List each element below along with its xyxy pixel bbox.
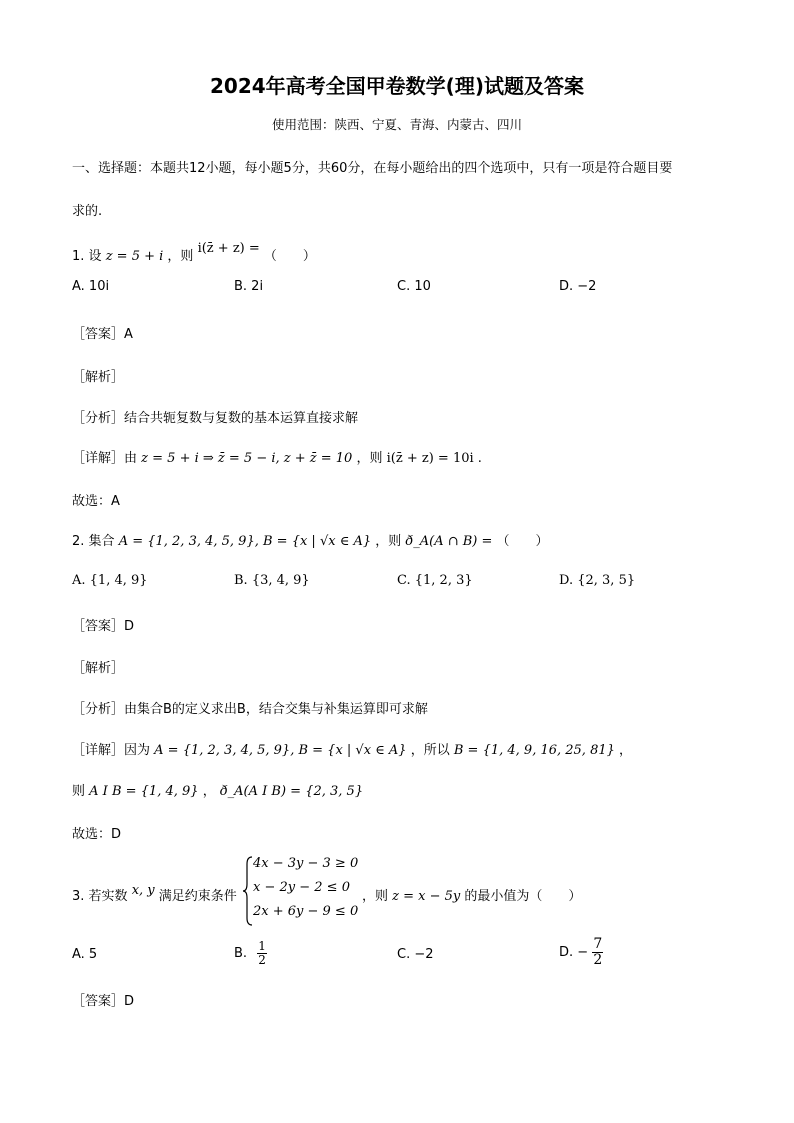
q3-stem-right	[362, 885, 581, 904]
q3-option-b-label: B.	[234, 946, 248, 961]
q1-stem-pre: 1. 设	[72, 249, 102, 264]
q1-choose: 故选：A	[72, 494, 120, 509]
q3-option-b	[234, 940, 267, 967]
q3-stem-mid2: ，则	[362, 889, 389, 904]
q2-answer: ［答案］D	[72, 619, 135, 634]
q2-line2-expr: A I B = {1, 4, 9}	[89, 784, 199, 799]
q1-detail-expr: z = 5 + i ⇒ z̄ = 5 − i, z + z̄ = 10	[141, 451, 353, 466]
q3-option-d-numerator: 7	[593, 936, 603, 952]
q2-stem	[72, 530, 549, 549]
q2-option-d: D. {2, 3, 5}	[559, 573, 636, 588]
q2-detail-line2	[72, 780, 363, 799]
q1-detail-mid: ，则	[356, 451, 383, 466]
q3-option-b-fraction	[257, 940, 267, 967]
q2-option-a: A. {1, 4, 9}	[72, 573, 148, 588]
q3-option-d	[559, 937, 603, 968]
page-title: 2024年高考全国甲卷数学(理)试题及答案	[210, 74, 584, 98]
q2-analysis-tag: ［解析］	[72, 661, 125, 676]
q2-option-b: B. {3, 4, 9}	[234, 573, 310, 588]
q1-analysis-tag: ［解析］	[72, 370, 125, 385]
q1-stem-mid: ，则	[167, 249, 194, 264]
q2-line2-pre: 则	[72, 784, 86, 799]
q1-stem	[72, 241, 316, 264]
q3-option-a: A. 5	[72, 947, 98, 962]
q3-option-d-denominator: 2	[593, 952, 603, 968]
q1-option-d: D. −2	[559, 279, 597, 294]
q1-stem-expr2: i(z̄ + z) =	[197, 241, 260, 256]
section-heading-line2: 求的.	[72, 204, 103, 219]
q1-detail-end: .	[477, 451, 482, 466]
q2-stem-mid: ，则	[375, 534, 402, 549]
q3-constraint-system	[243, 856, 363, 928]
q3-stem-left	[72, 885, 237, 904]
left-brace-icon	[243, 856, 253, 926]
q2-line2-expr2: ð_A(A I B) = {2, 3, 5}	[219, 784, 364, 799]
q3-stem-mid: 满足约束条件	[158, 889, 237, 904]
q1-stem-expr: z = 5 + i	[105, 249, 164, 264]
q3-stem-expr: z = x − 5y	[392, 889, 461, 904]
q1-answer: ［答案］A	[72, 327, 133, 342]
q2-fenxi: ［分析］由集合B的定义求出B，结合交集与补集运算即可求解	[72, 702, 428, 717]
q1-option-b: B. 2i	[234, 279, 264, 294]
q1-detail	[72, 447, 482, 466]
q1-option-a: A. 10i	[72, 279, 110, 294]
q2-detail-expr: A = {1, 2, 3, 4, 5, 9}, B = {x | √x ∈ A}	[154, 743, 407, 758]
q3-option-d-label: D. −	[559, 945, 589, 960]
q3-option-d-fraction	[592, 937, 603, 968]
section-heading-line1: 一、选择题：本题共12小题，每小题5分，共60分，在每小题给出的四个选项中，只有一项是符合题目要	[72, 161, 673, 176]
q2-stem-expr2: ð_A(A ∩ B) =	[405, 534, 493, 549]
q1-blank: （ ）	[263, 249, 316, 264]
q2-blank: （ ）	[496, 534, 549, 549]
q1-option-c: C. 10	[397, 279, 431, 294]
q1-detail-pre: ［详解］由	[72, 451, 138, 466]
q3-answer: ［答案］D	[72, 994, 135, 1009]
q1-fenxi: ［分析］结合共轭复数与复数的基本运算直接求解	[72, 411, 359, 426]
q3-stem-end: 的最小值为（ ）	[464, 889, 582, 904]
q1-detail-expr2: i(z̄ + z) = 10i	[386, 451, 474, 466]
q3-stem-pre: 3. 若实数	[72, 889, 128, 904]
q2-stem-pre: 2. 集合	[72, 534, 115, 549]
q2-stem-expr: A = {1, 2, 3, 4, 5, 9}, B = {x | √x ∈ A}	[118, 534, 372, 549]
q3-option-b-numerator: 1	[258, 939, 266, 953]
q3-stem-vars: x, y	[131, 883, 155, 898]
q2-option-c: C. {1, 2, 3}	[397, 573, 473, 588]
q2-detail-pre: ［详解］因为	[72, 743, 151, 758]
q2-line2-mid: ，	[202, 784, 216, 799]
q2-detail-expr2: B = {1, 4, 9, 16, 25, 81}	[453, 743, 615, 758]
q3-option-c: C. −2	[397, 947, 434, 962]
q2-detail	[72, 739, 632, 758]
q2-detail-end: ，	[619, 743, 633, 758]
q2-detail-mid: ，所以	[410, 743, 450, 758]
q3-option-b-denominator: 2	[258, 953, 266, 967]
q3-constraint-3: 2x + 6y − 9 ≤ 0	[253, 904, 359, 919]
q3-constraint-1: 4x − 3y − 3 ≥ 0	[253, 856, 359, 871]
q3-constraint-2: x − 2y − 2 ≤ 0	[253, 880, 350, 895]
q2-choose: 故选：D	[72, 827, 122, 842]
scope-subtitle: 使用范围：陕西、宁夏、青海、内蒙古、四川	[271, 117, 522, 132]
